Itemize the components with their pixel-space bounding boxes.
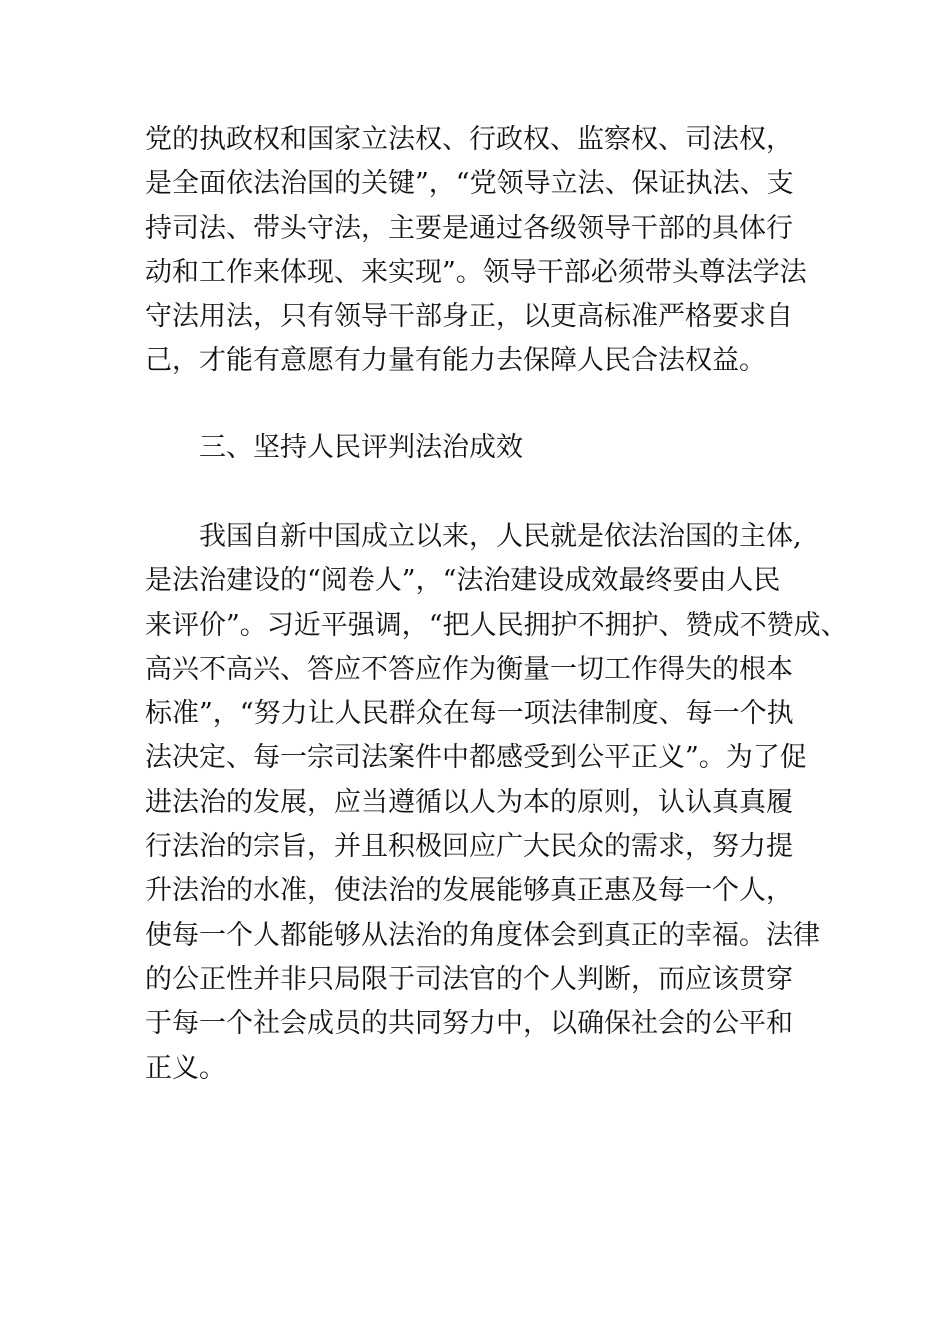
text-line: 使每一个人都能够从法治的角度体会到真正的幸福。法律 [145, 919, 820, 951]
text-line-first: 我国自新中国成立以来，人民就是依法治国的主体, [199, 521, 802, 552]
text-line: 是全面依法治国的关键”，“党领导立法、保证执法、支 [145, 168, 794, 200]
text-line: 高兴不高兴、答应不答应作为衡量一切工作得失的根本 [145, 653, 793, 685]
text-line: 己，才能有意愿有力量有能力去保障人民合法权益。 [145, 345, 766, 377]
text-line: 是法治建设的“阅卷人”，“法治建设成效最终要由人民 [145, 565, 781, 597]
text-line: 正义。 [145, 1052, 226, 1084]
section-heading [145, 426, 523, 470]
text-line: 行法治的宗旨，并且积极回应广大民众的需求，努力提 [145, 831, 793, 863]
text-line: 于每一个社会成员的共同努力中，以确保社会的公平和 [145, 1008, 793, 1040]
text-line: 党的执政权和国家立法权、行政权、监察权、司法权， [145, 124, 793, 155]
section-heading-text: 三、坚持人民评判法治成效 [199, 432, 523, 463]
text-line: 守法用法，只有领导干部身正，以更高标准严格要求自 [145, 301, 793, 333]
paragraph-continued [145, 118, 807, 384]
text-line: 持司法、带头守法，主要是通过各级领导干部的具体行 [145, 212, 793, 244]
text-line: 法决定、每一宗司法案件中都感受到公平正义”。为了促 [145, 742, 807, 774]
text-line: 进法治的发展，应当遵循以人为本的原则，认认真真履 [145, 786, 793, 818]
text-line: 来评价”。习近平强调，“把人民拥护不拥护、赞成不赞成、 [145, 609, 848, 641]
text-line: 升法治的水准，使法治的发展能够真正惠及每一个人， [145, 875, 793, 907]
text-line: 的公正性并非只局限于司法官的个人判断，而应该贯穿 [145, 963, 793, 995]
text-line: 动和工作来体现、来实现”。领导干部必须带头尊法学法 [145, 256, 807, 288]
paragraph [145, 515, 848, 1091]
text-line: 标准”，“努力让人民群众在每一项法律制度、每一个执 [145, 698, 794, 730]
